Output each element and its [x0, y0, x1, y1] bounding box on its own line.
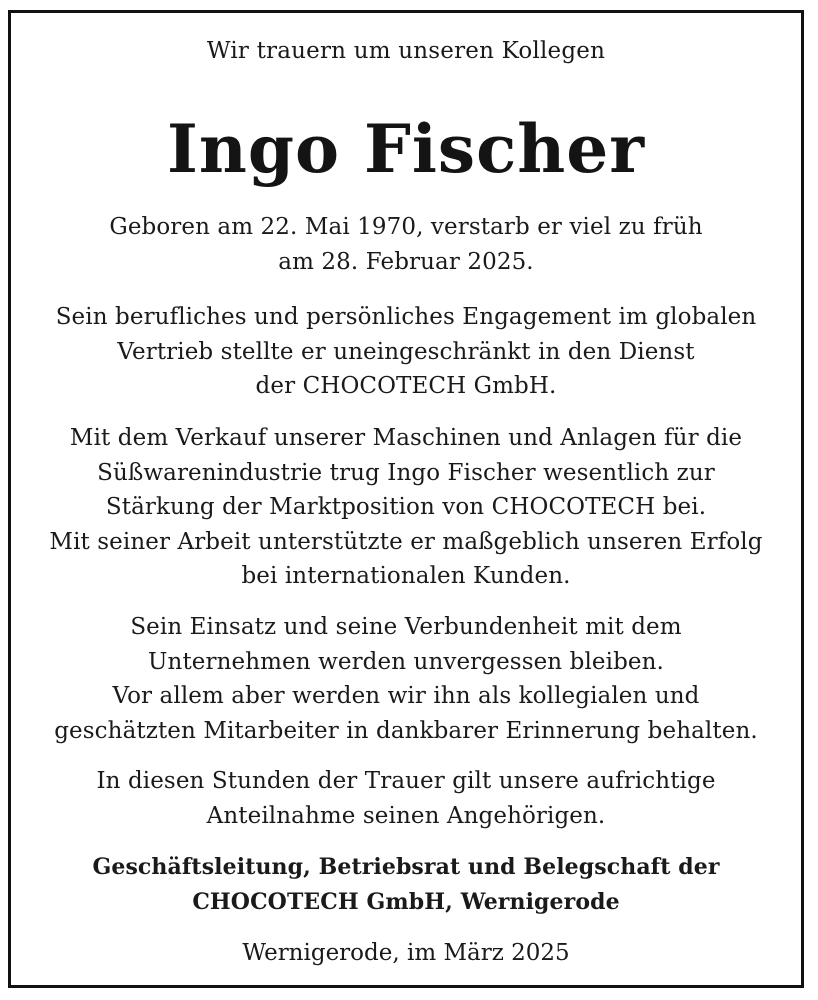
text-line: der CHOCOTECH GmbH.	[255, 373, 557, 399]
signers-line: Geschäftsleitung, Betriebsrat und Belegschaft der	[92, 854, 720, 880]
intro-line: Wir trauern um unseren Kollegen	[206, 38, 606, 64]
text-line: Sein Einsatz und seine Verbundenheit mit dem	[130, 614, 682, 640]
text-line: Mit seiner Arbeit unterstützte er maßgeblich unseren Erfolg	[49, 528, 763, 555]
text-line: bei internationalen Kunden.	[241, 563, 571, 589]
text-line: In diesen Stunden der Trauer gilt unsere aufrichtige	[96, 768, 716, 794]
text-line: Unternehmen werden unvergessen bleiben.	[148, 648, 664, 675]
signers-line: CHOCOTECH GmbH, Wernigerode	[192, 888, 620, 915]
text-line: Sein berufliches und persönliches Engagement im globalen	[55, 304, 757, 330]
paragraph-birth-death	[11, 210, 801, 279]
text-line: Mit dem Verkauf unserer Maschinen und Anlagen für die	[69, 425, 743, 451]
text-line: Stärkung der Marktposition von CHOCOTECH bei.	[105, 494, 707, 520]
paragraph-engagement	[11, 300, 801, 404]
obituary-frame	[8, 10, 804, 988]
signers-block	[11, 850, 801, 919]
text-line: Anteilnahme seinen Angehörigen.	[206, 802, 606, 829]
text-line: Geboren am 22. Mai 1970, verstarb er viel zu früh	[109, 214, 703, 240]
paragraph-condolences	[11, 764, 801, 833]
paragraph-achievements	[11, 421, 801, 594]
obituary-content	[11, 13, 801, 985]
text-line: Vor allem aber werden wir ihn als kollegialen und	[112, 683, 700, 709]
text-line: Süßwarenindustrie trug Ingo Fischer wesentlich zur	[97, 459, 715, 486]
text-line: Vertrieb stellte er uneingeschränkt in den Dienst	[117, 338, 695, 365]
deceased-name: Ingo Fischer	[166, 110, 646, 188]
text-line: am 28. Februar 2025.	[278, 248, 534, 275]
place-date: Wernigerode, im März 2025	[242, 940, 570, 966]
text-line: geschätzten Mitarbeiter in dankbarer Erinnerung behalten.	[54, 717, 758, 744]
paragraph-remembrance	[11, 610, 801, 748]
